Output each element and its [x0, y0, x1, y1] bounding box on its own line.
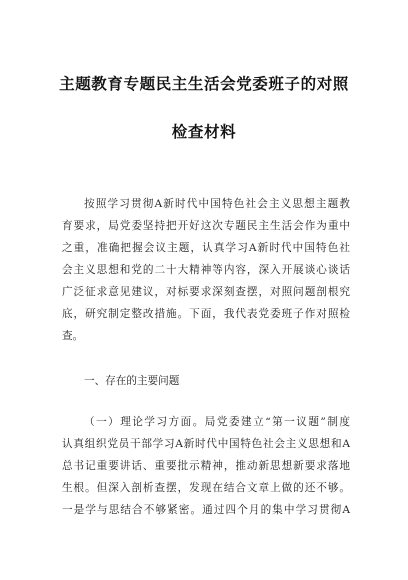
- document-title-line-2: 检查材料: [171, 123, 237, 141]
- intro-paragraph-line: 查。: [62, 330, 84, 342]
- intro-paragraph-line: 按照学习贯彻A新时代中国特色社会主义思想主题教: [84, 198, 350, 210]
- subsection-paragraph-line: 一是学与思结合不够紧密。通过四个月的集中学习贯彻A: [62, 504, 350, 516]
- intro-paragraph-line: 之重，准确把握会议主题，认真学习A新时代中国特色社: [62, 242, 350, 254]
- section-heading: 一、存在的主要问题: [84, 375, 180, 387]
- subsection-paragraph-line: 总书记重要讲话、重要批示精神，推动新思想新要求落地: [62, 460, 350, 472]
- document-title-line-1: 主题教育专题民主生活会党委班子的对照: [59, 75, 349, 93]
- intro-paragraph-line: 会主义思想和党的二十大精神等内容，深入开展谈心谈话: [62, 264, 350, 276]
- subsection-paragraph-line: 生根。但深入剖析查摆，发现在结合文章上做的还不够。: [62, 482, 350, 494]
- intro-paragraph-line: 广泛征求意见建议，对标要求深刻查摆，对照问题剖根究: [62, 286, 350, 298]
- subsection-paragraph-line: （一）理论学习方面。局党委建立“第一议题”制度: [84, 416, 350, 428]
- intro-paragraph-line: 底，研究制定整改措施。下面，我代表党委班子作对照检: [62, 308, 350, 320]
- subsection-paragraph-line: 认真组织党员干部学习A新时代中国特色社会主义思想和A: [62, 438, 350, 450]
- intro-paragraph-line: 育要求，局党委坚持把开好这次专题民主生活会作为重中: [62, 220, 350, 232]
